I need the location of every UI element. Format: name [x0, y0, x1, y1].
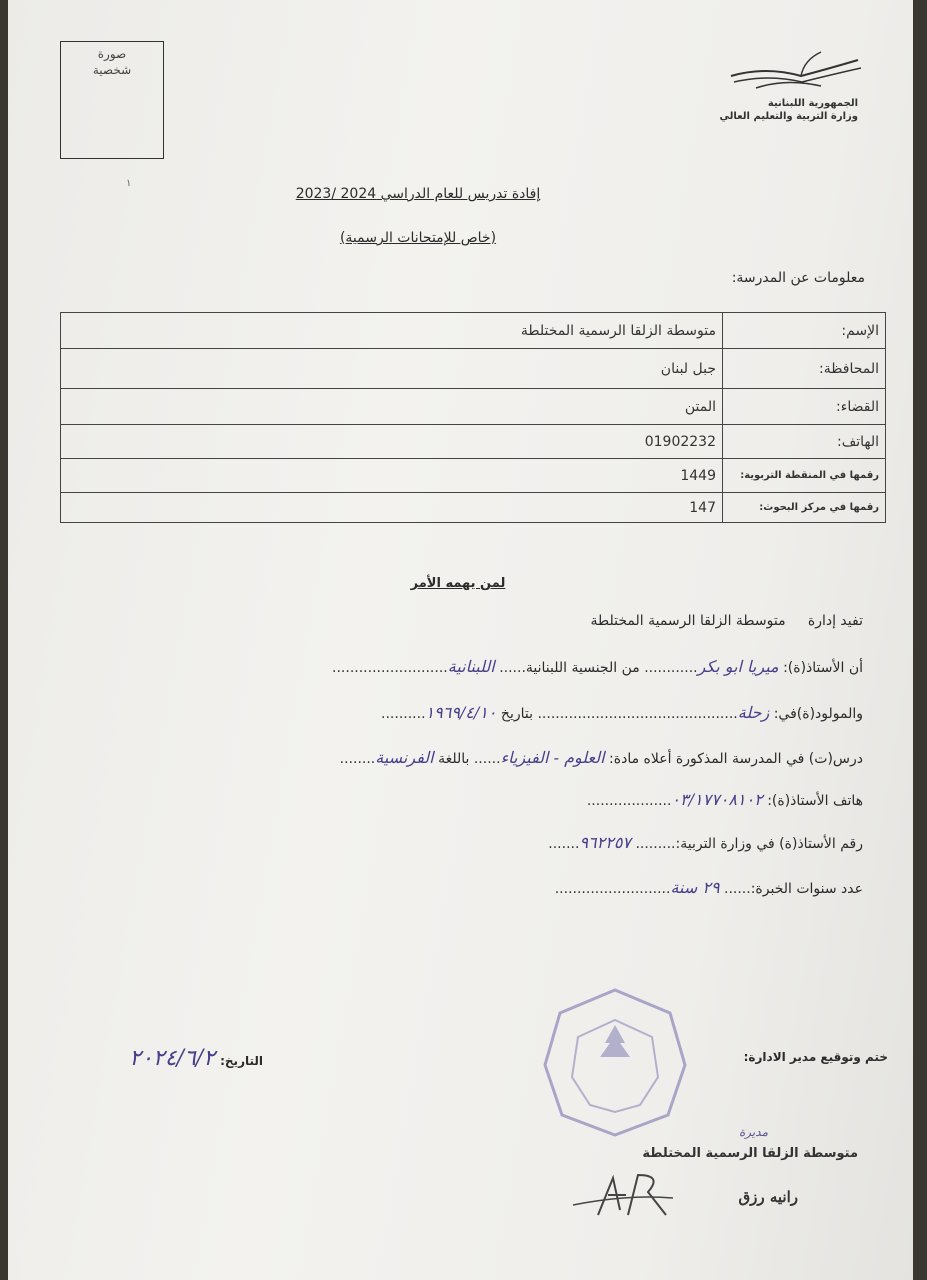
row-value: 1449 [61, 459, 723, 493]
row-value: جبل لبنان [61, 349, 723, 389]
handwritten-signature-icon [568, 1170, 678, 1220]
language-value: الفرنسية [375, 748, 434, 767]
row-label: رقمها في المنقطة التربوية: [723, 459, 886, 493]
table-row [61, 493, 886, 523]
line-birth: والمولود(ة)في: زحلة............................................. بتاريخ ١٩٦٩/٤/١٠.......... [381, 703, 863, 722]
photo-label-line2: شخصية [92, 63, 132, 77]
document-page [8, 0, 913, 1280]
ministry-name: وزارة التربية والتعليم العالي [719, 111, 858, 122]
table-row [61, 459, 886, 493]
row-value: 147 [61, 493, 723, 523]
subject-value: العلوم - الفيزياء [500, 748, 605, 767]
teacher-name: ميريا ابو بكر [697, 657, 779, 676]
line-subject: درس(ت) في المدرسة المذكورة أعلاه مادة: العلوم - الفيزياء...... باللغة الفرنسية........ [339, 748, 863, 767]
table-row [61, 313, 886, 349]
document-title: إفادة تدريس للعام الدراسي 2024 /2023 [295, 186, 541, 202]
line-teacher: أن الأستاذ(ة): ميريا ابو بكر............ من الجنسية اللبنانية...... اللبنانية.......................... [332, 657, 863, 676]
taught-label: درس(ت) في المدرسة المذكورة أعلاه مادة: [609, 751, 863, 767]
ministry-number-value: ٩٦٢٢٥٧ [579, 833, 631, 852]
nationality-value: اللبنانية [447, 657, 495, 676]
row-label: القضاء: [723, 389, 886, 425]
admin-prefix: تفيد إدارة [807, 613, 863, 629]
seal-signature-label: ختم وتوقيع مدير الادارة: [743, 1050, 888, 1064]
born-place: زحلة [737, 703, 770, 722]
director-title: مديرة [739, 1125, 768, 1139]
row-label: الهاتف: [723, 425, 886, 459]
table-row [61, 389, 886, 425]
language-label: باللغة [438, 751, 470, 767]
table-row [61, 349, 886, 389]
line-ministry-number: رقم الأستاذ(ة) في وزارة التربية:......... ٩٦٢٢٥٧....... [548, 833, 863, 852]
republic-name: الجمهورية اللبنانية [767, 98, 858, 109]
line-experience: عدد سنوات الخبرة:...... ٢٩ سنة.......................... [554, 878, 863, 897]
school-info-table [60, 312, 886, 523]
teacher-label: أن الأستاذ(ة): [783, 660, 863, 676]
born-date: ١٩٦٩/٤/١٠ [425, 703, 497, 722]
admin-school: متوسطة الزلقا الرسمية المختلطة [590, 613, 786, 629]
nationality-label: من الجنسية اللبنانية [525, 660, 640, 676]
phone-label: هاتف الأستاذ(ة): [767, 793, 863, 809]
line-administration [591, 613, 863, 629]
photo-placeholder-box [60, 41, 164, 159]
row-label: المحافظة: [723, 349, 886, 389]
page-mark: ١ [126, 178, 132, 189]
document-subtitle: (خاص للإمتحانات الرسمية) [339, 230, 497, 246]
row-label: الإسم: [723, 313, 886, 349]
row-value: المتن [61, 389, 723, 425]
photo-label-line1: صورة [97, 47, 127, 61]
phone-value: ٠٣/١٧٧٠٨١٠٢ [671, 790, 763, 809]
line-phone: هاتف الأستاذ(ة): ٠٣/١٧٧٠٨١٠٢................... [586, 790, 863, 809]
experience-value: ٢٩ سنة [670, 878, 720, 897]
school-stamp-icon [540, 985, 690, 1140]
row-value: متوسطة الزلقا الرسمية المختلطة [61, 313, 723, 349]
row-value: 01902232 [61, 425, 723, 459]
experience-label: عدد سنوات الخبرة: [750, 881, 863, 897]
ministry-number-label: رقم الأستاذ(ة) في وزارة التربية: [675, 836, 863, 852]
footer-date-value: ٢٠٢٤/٦/٢ [129, 1046, 216, 1071]
school-info-heading: معلومات عن المدرسة: [731, 270, 865, 286]
director-name: رانيه رزق [738, 1188, 798, 1206]
to-whom-heading: لمن يهمه الأمر [410, 576, 506, 591]
date-label: بتاريخ [500, 706, 534, 722]
footer-date [48, 1046, 263, 1071]
born-label: والمولود(ة)في: [773, 706, 863, 722]
row-label: رقمها في مركز البحوث: [723, 493, 886, 523]
table-row [61, 425, 886, 459]
footer-date-label: التاريخ: [220, 1054, 263, 1068]
director-school: متوسطة الزلقا الرسمية المختلطة [642, 1146, 858, 1161]
